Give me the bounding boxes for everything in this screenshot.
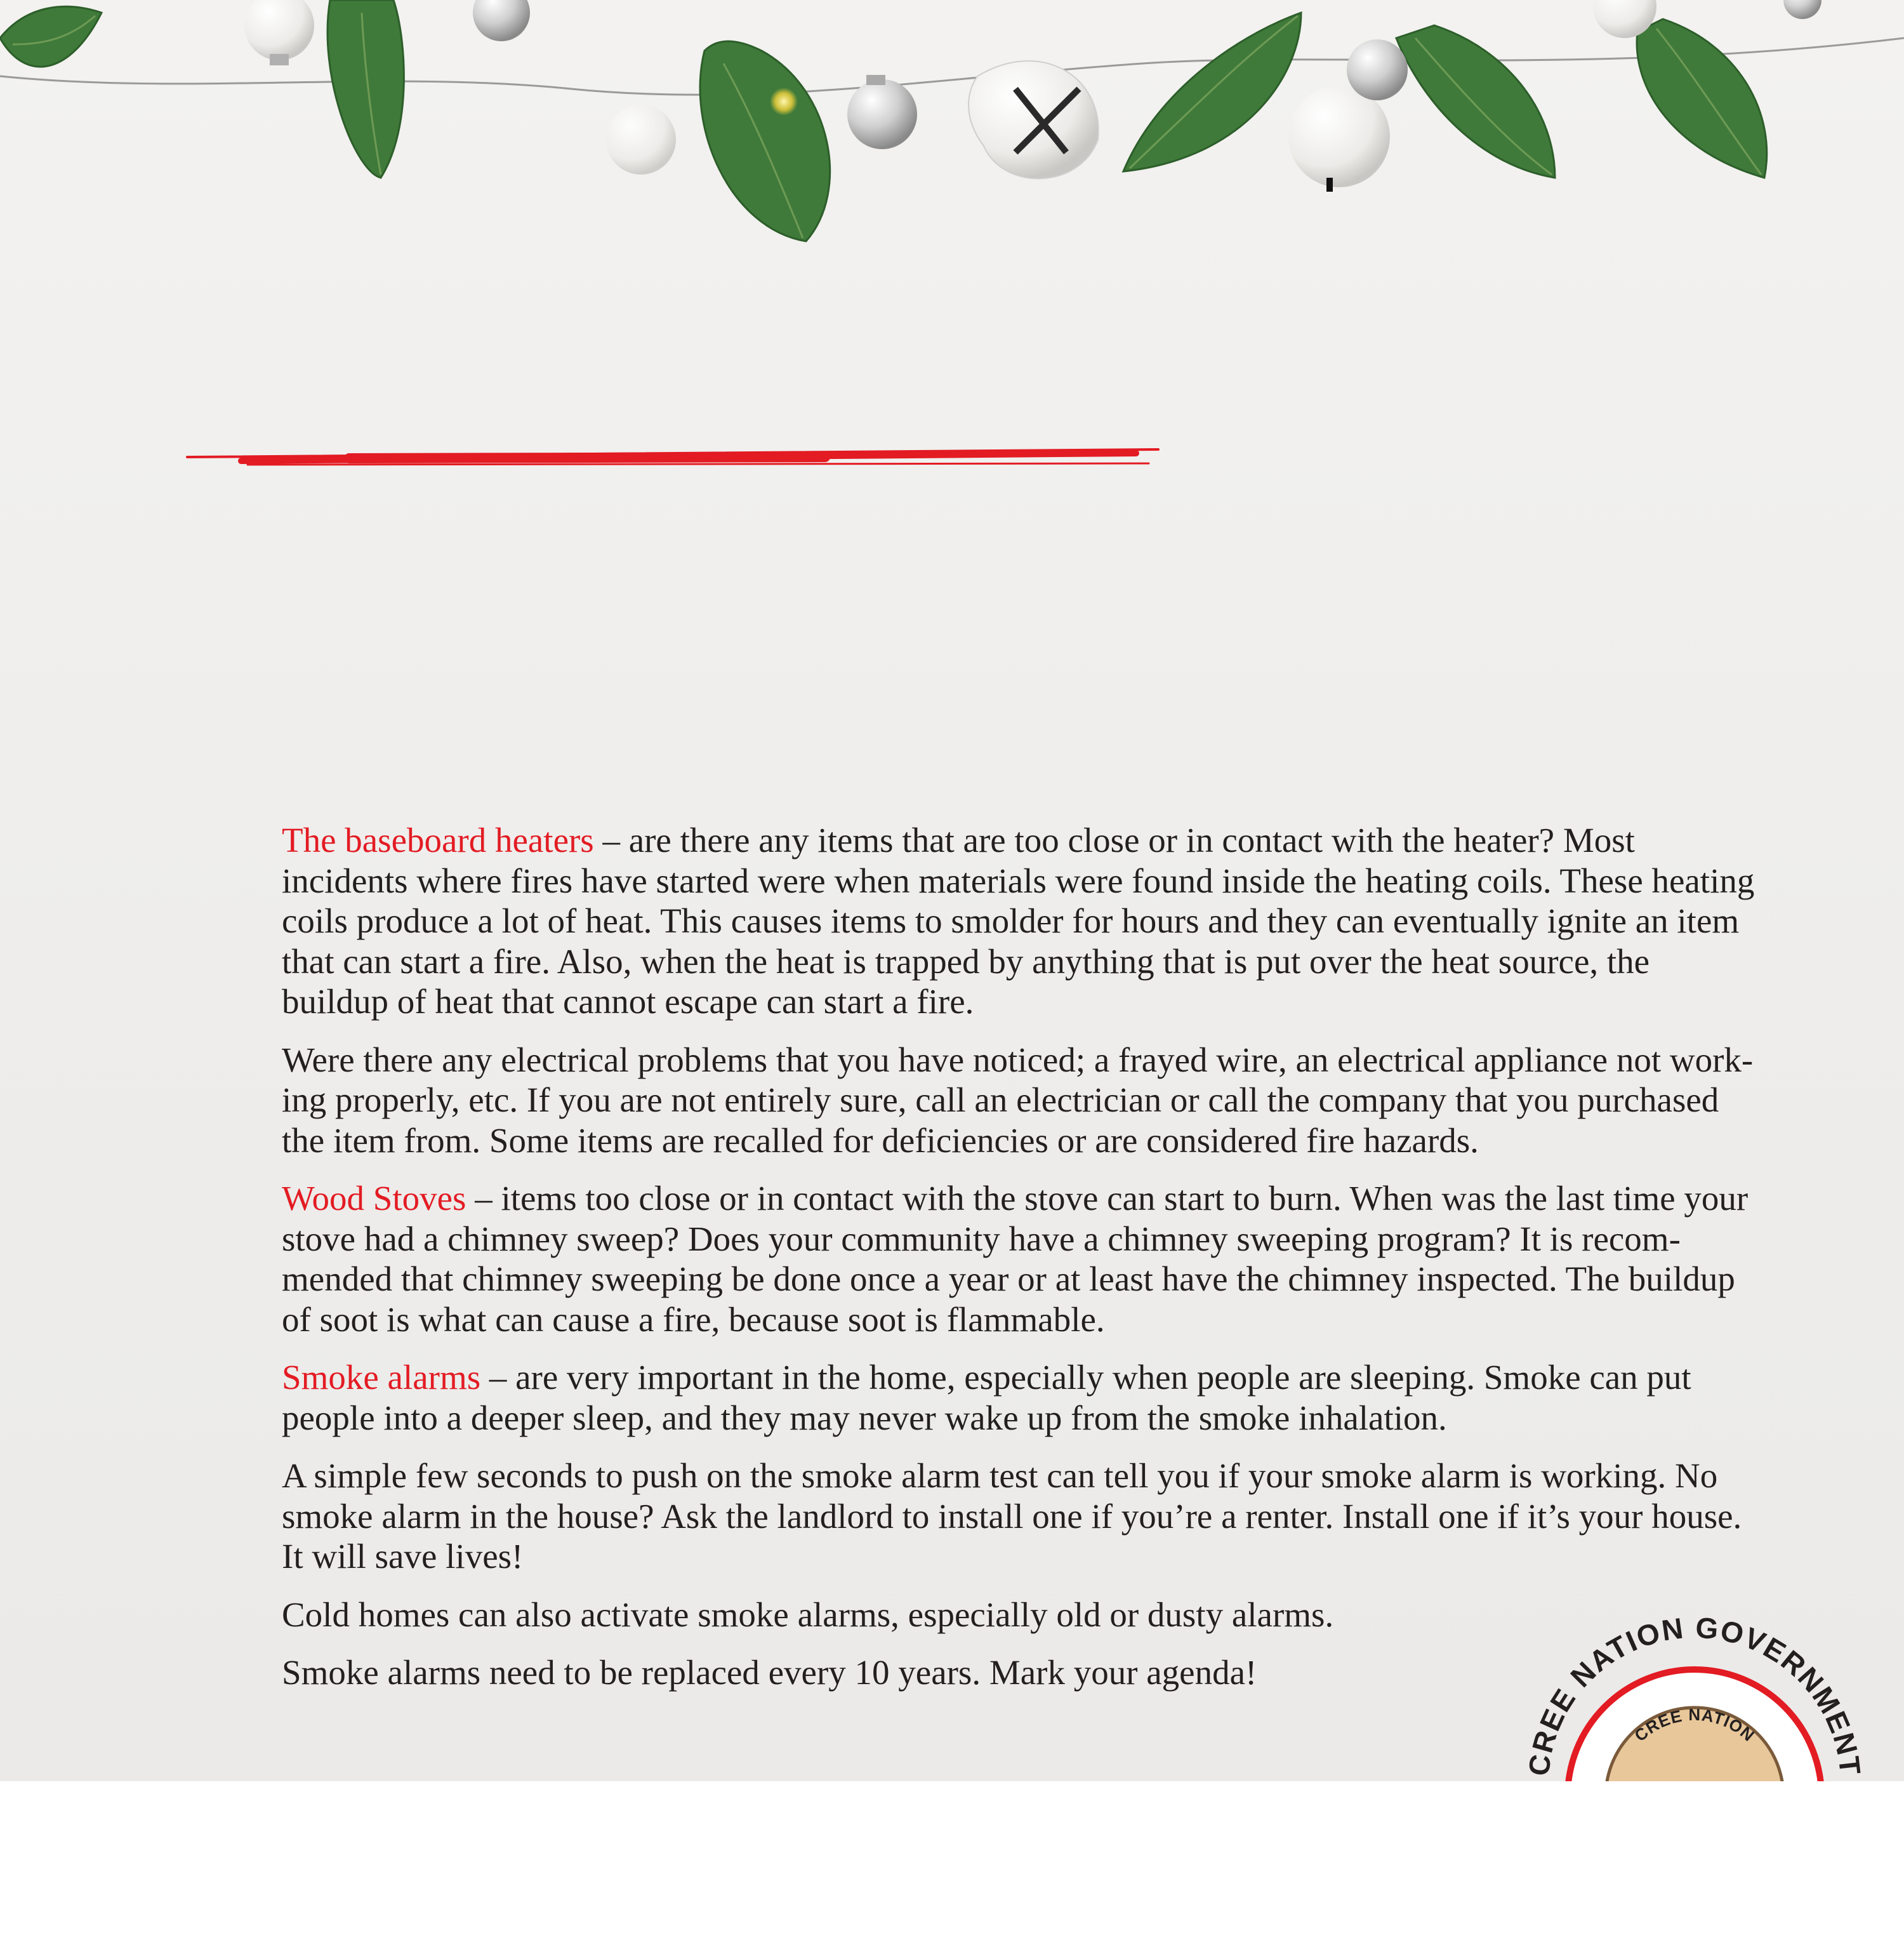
red-brush-divider [184,438,1161,470]
wood-stoves-text: – items too close or in contact with the stove can start to burn. When was the last time your stove had a chimney sweep? Does your community have a chimney sweeping program? It is recom-mended that chimney sweeping be done once a year or at least have the chimney inspected. The buildup of soot is what can cause a fire, because soot is flammable. [282,1179,1749,1339]
heading-smoke-alarms: Smoke alarms [282,1358,481,1397]
heading-baseboard-heaters: The baseboard heaters [282,821,594,860]
paragraph-replace-alarms: Smoke alarms need to be replaced every 10 years. Mark your agenda! [282,1653,1257,1692]
paragraph-baseboard-heaters [282,820,1758,1022]
fire-safety-article [282,820,1758,1711]
logo-inner-text: CREE NATION [1630,1704,1759,1746]
cree-nation-government-logo [1511,1606,1879,1781]
heading-wood-stoves: Wood Stoves [282,1179,466,1218]
paragraph-electrical: Were there any electrical problems that you have noticed; a frayed wire, an electrical appliance not work-ing properly, etc. If you are not entirely sure, call an electrician or call the company that you purchased the item from. Some items are recalled for deficiencies or are considered fire hazards. [282,1040,1754,1160]
paragraph-alarm-test: A simple few seconds to push on the smoke alarm test can tell you if your smoke alarm is working. No smoke alarm in the house? Ask the landlord to install one if you’re a renter. Install one if it’s your house. It will save lives! [282,1456,1742,1576]
smoke-alarms-text: – are very important in the home, especially when people are sleeping. Smoke can put people into a deeper sleep, and they may never wake up from the smoke inhalation. [282,1358,1691,1437]
logo-outer-text: CREE NATION GOVERNMENT [1521,1610,1867,1778]
paragraph-wood-stoves [282,1178,1758,1339]
paragraph-cold-homes: Cold homes can also activate smoke alarms, especially old or dusty alarms. [282,1595,1334,1634]
paragraph-smoke-alarms [282,1357,1758,1438]
holiday-garland-decoration [0,0,1904,267]
baseboard-heaters-text: – are there any items that are too close or in contact with the heater? Most incidents where fires have started were when materials were found inside the heating coils. These heating coils produce a lot of heat. This causes items to smolder for hours and they can eventually ignite an item that can start a fire. Also, when the heat is trapped by anything that is put over the heat source, the buildup of heat that cannot escape can start a fire. [282,821,1755,1021]
